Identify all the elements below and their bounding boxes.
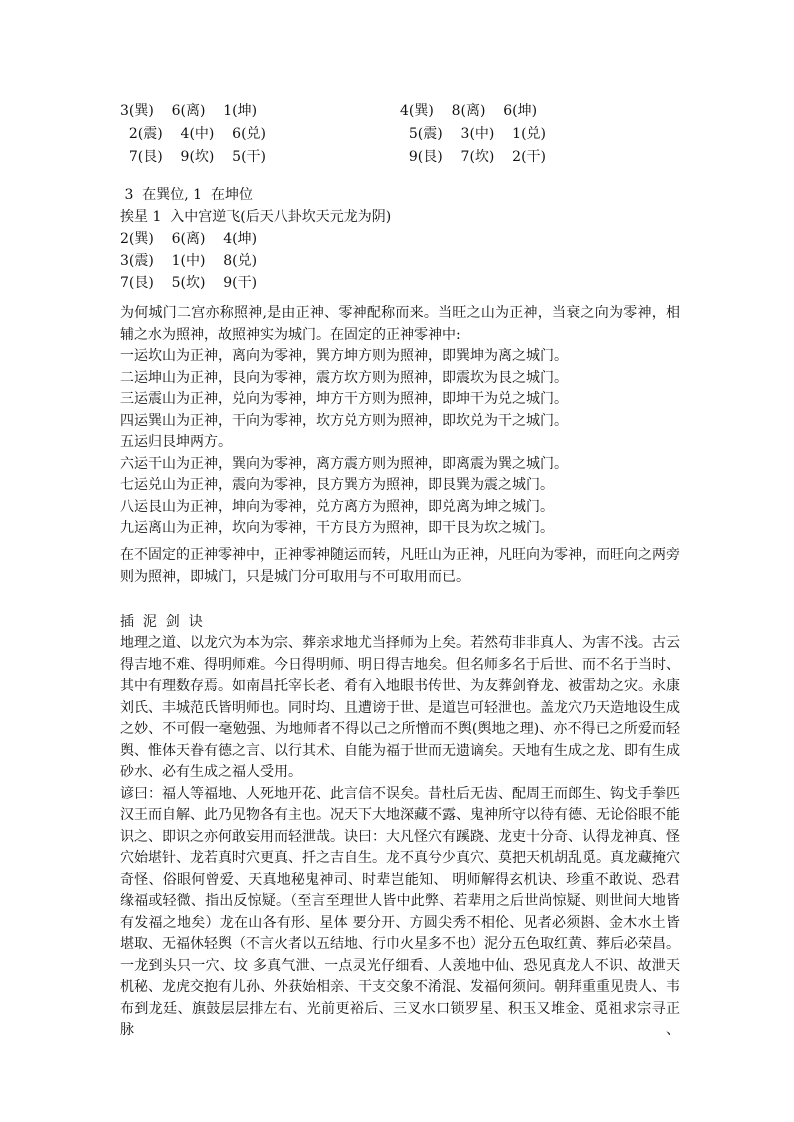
grid-row: 3(巽) 6(离) 1(坤): [120, 103, 258, 119]
text-line: 机秘、龙虎交抱有儿孙、外获始相亲、干支交象不淆混、发福何须问。朝拜重重见贵人、韦: [120, 979, 680, 995]
grid-row: 2(巽) 6(离) 4(坤): [120, 231, 258, 247]
text-line: 布到龙廷、旗鼓层层排左右、光前更裕后、三叉水口锁罗星、积玉又堆金、觅祖求宗寻正脉、: [120, 1000, 680, 1038]
text-line: 之妙、不可假一毫勉强、为地师者不得以己之所憎而不舆(舆地之理)、亦不得已之所爱而轻: [120, 721, 680, 737]
section-title: 插 泥 剑 诀: [120, 614, 203, 630]
grid-row: 7(艮) 9(坎) 5(干): [120, 149, 266, 165]
text-line: 刘氏、丰城范氏皆明师也。同时均、且遭谤于世、是道岂可轻泄也。盖龙穴乃天造地设生成: [120, 699, 680, 716]
text-line: 在不固定的正神零神中，正神零神随运而转，凡旺山为正神，凡旺向为零神，而旺向之两旁: [120, 547, 680, 563]
text-line: 奇怪、俗眼何曾爱、天真地秘鬼神司、时辈岂能知、 明师解得玄机诀、珍重不敢说、恐君: [120, 871, 680, 888]
text-line: 砂水、必有生成之福人受用。: [120, 764, 302, 780]
text-line: 识之、即识之亦何敢妄用而轻泄哉。诀曰：大凡怪穴有蹊跷、龙吏十分奇、认得龙神真、怪: [120, 828, 680, 845]
grid-row: 4(巽) 8(离) 6(坤): [400, 103, 538, 119]
grid-row: 3(震) 1(中) 8(兑): [120, 253, 258, 269]
text-line: 则为照神，即城门，只是城门分可取用与不可取用而已。: [120, 568, 470, 585]
unfixed-paragraph: [120, 545, 680, 588]
position-note: 3 在巽位, 1 在坤位: [120, 187, 253, 203]
text-line: 九运离山为正神，坎向为零神，干方艮方为照神，即干艮为坎之城门。: [120, 520, 554, 536]
text-line: 八运艮山为正神，坤向为零神，兑方离方为照神，即兑离为坤之城门。: [120, 498, 554, 515]
second-grid-title: 挨星 1 入中宫逆飞(后天八卦坎天元龙为阴): [120, 209, 392, 225]
chani-jianjue-paragraph: [120, 633, 680, 1042]
grid-row: 9(艮) 7(坎) 2(干): [400, 149, 546, 165]
text-line: 五运归艮坤两方。: [120, 434, 232, 450]
text-line: 二运坤山为正神，艮向为零神，震方坎方则为照神，即震坎为艮之城门。: [120, 369, 568, 386]
text-line: 一龙到头只一穴、坟 多真气泄、一点灵光仔细看、人羡地中仙、恐见真龙人不识、故泄天: [120, 957, 680, 974]
text-line: 缘福或轻微、指出反惊疑。（至言至理世人皆中此弊、若辈用之后世尚惊疑、则世间大地皆: [120, 893, 680, 909]
text-line: 四运巽山为正神，干向为零神，坎方兑方则为照神，即坎兑为干之城门。: [120, 412, 568, 429]
grid-row: 5(震) 3(中) 1(兑): [400, 126, 546, 142]
text-line: 舆、惟体天眷有德之言、以行其术、自能为福于世而无遗谪矣。天地有生成之龙、即有生成: [120, 742, 680, 759]
text-line: 六运干山为正神，巽向为零神，离方震方则为照神，即离震为巽之城门。: [120, 455, 568, 472]
text-line: 为何城门二宫亦称照神,是由正神、零神配称而来。当旺之山为正神，当衰之向为零神，相: [120, 305, 680, 321]
text-line: 汉王而自解、此乃见物各有主也。况天下大地深藏不露、鬼神所守以待有德、无论俗眼不能: [120, 807, 680, 823]
text-line: 辅之水为照神，故照神实为城门。在固定的正神零神中:: [120, 326, 461, 343]
text-line: 得吉地不难、得明师难。今日得明师、明日得吉地矣。但名师多名于后世、而不名于当时、: [120, 656, 680, 673]
text-line: 七运兑山为正神，震向为零神，艮方巽方为照神，即艮巽为震之城门。: [120, 477, 554, 493]
text-line: 三运震山为正神，兑向为零神，坤方干方则为照神，即坤干为兑之城门。: [120, 391, 568, 407]
text-line: 有发福之地矣）龙在山各有形、星体 要分开、方圆尖秀不相伦、见者必须斟、金木水土皆: [120, 914, 680, 931]
text-line: 一运坎山为正神，离向为零神，巽方坤方则为照神，即巽坤为离之城门。: [120, 348, 568, 364]
text-line: 穴始堪针、龙若真时穴更真、扦之吉自生。龙不真兮少真穴、莫把天机胡乱觅。真龙藏掩穴: [120, 850, 680, 866]
grid-row: 2(震) 4(中) 6(兑): [120, 126, 266, 142]
grid-row: 7(艮) 5(坎) 9(干): [120, 275, 258, 291]
text-line: 堪取、无福休轻舆（不言火者以五结地、行巾火星多不也）泥分五色取红黄、葬后必荣昌。: [120, 936, 680, 952]
text-line: 其中有理数存焉。如南昌托宰长老、肴有入地眼书传世、为友葬剑脊龙、被雷劫之灾。永康: [120, 678, 680, 694]
chengmen-paragraph: [120, 303, 680, 540]
text-line: 地理之道、以龙穴为本为宗、葬亲求地尤当择师为上矣。若然苟非非真人、为害不浅。古云: [120, 635, 680, 651]
text-line: 谚曰：福人等福地、人死地开花、此言信不误矣。昔杜后无齿、配周王而郎生、钩戈手拳匹: [120, 785, 680, 802]
